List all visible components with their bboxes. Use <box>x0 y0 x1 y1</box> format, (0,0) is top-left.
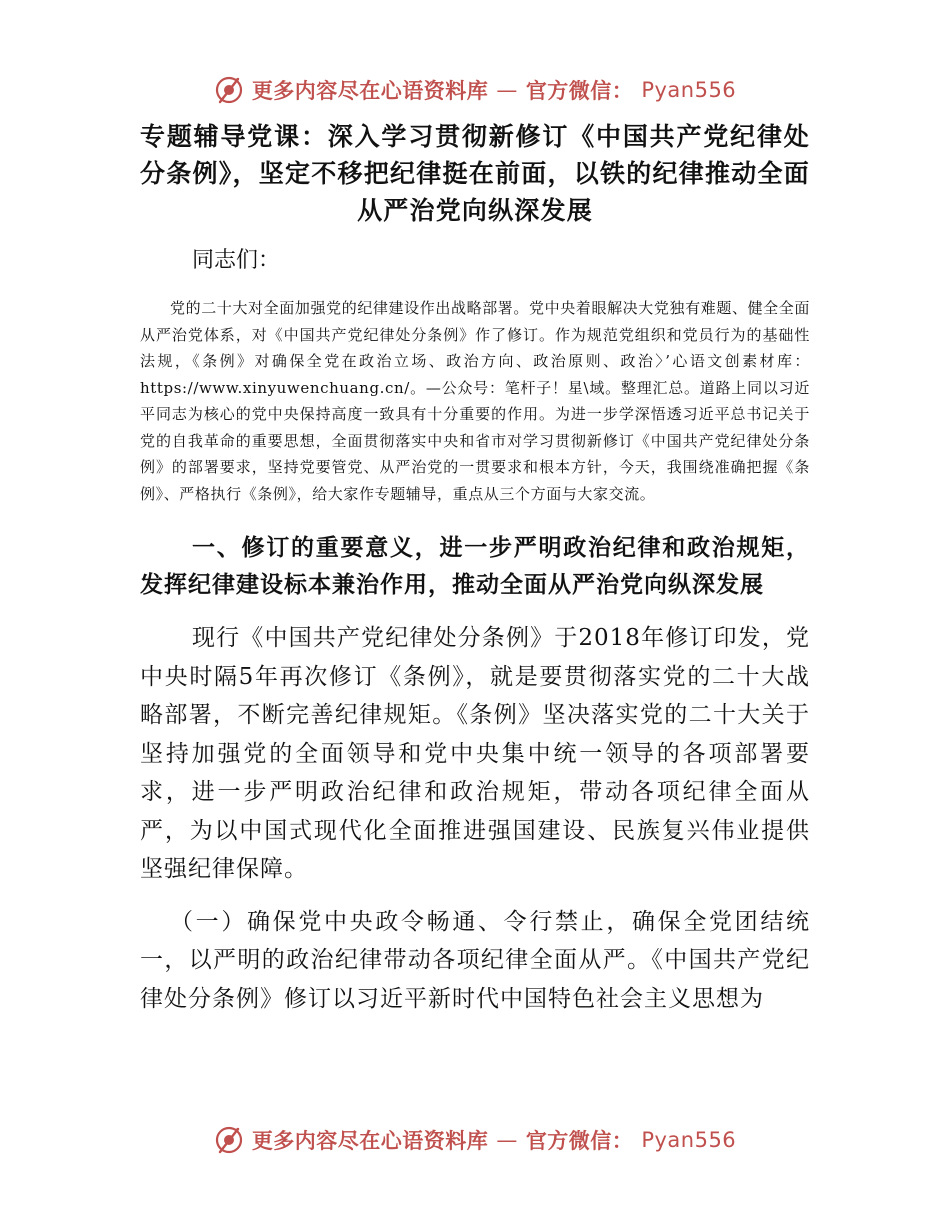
section-heading-1: 一、修订的重要意义，进一步严明政治纪律和政治规矩，发挥纪律建设标本兼治作用，推动全面从严治党向纵深发展 <box>140 534 810 598</box>
watermark-official-label: 官方微信： <box>525 1129 634 1153</box>
watermark-dash: — <box>496 78 518 102</box>
watermark-wechat-id: Pyan556 <box>641 78 737 102</box>
subsection-1-paragraph: （一）确保党中央政令畅通、令行禁止，确保全党团结统一，以严明的政治纪律带动各项纪律全面从严。《中国共产党纪律处分条例》修订以习近平新时代中国特色社会主义思想为 <box>140 908 810 1012</box>
document-title: 专题辅导党课：深入学习贯彻新修订《中国共产党纪律处分条例》，坚定不移把纪律挺在前面，以铁的纪律推动全面从严治党向纵深发展 <box>140 122 810 225</box>
quill-logo-icon <box>214 75 244 105</box>
watermark-dash: — <box>496 1128 518 1152</box>
watermark-wechat-id: Pyan556 <box>641 1128 737 1152</box>
document-body <box>140 118 810 1018</box>
quill-logo-icon <box>214 1125 244 1155</box>
footer-watermark <box>0 1120 950 1160</box>
intro-paragraph: 党的二十大对全面加强党的纪律建设作出战略部署。党中央着眼解决大党独有难题、健全全面从严治党体系，对《中国共产党纪律处分条例》作了修订。作为规范党组织和党员行为的基础性法规，《条例》对确保全党在政治立场、政治方向、政治原则、政治〉’心语文创素材库：https://www.xinyuwenchuang.cn/。—公众号：笔杆子！星\域。整理汇总。道路上同以习近平同志为核心的党中央保持高度一致具有十分重要的作用。为进一步学深悟透习近平总书记关于党的自我革命的重要思想，全面贯彻落实中央和省市对学习贯彻新修订《中国共产党纪律处分条例》的部署要求，坚持党要管党、从严治党的一贯要求和根本方针，今天，我围绕准确把握《条例》、严格执行《条例》，给大家作专题辅导，重点从三个方面与大家交流。 <box>140 299 810 503</box>
header-watermark <box>0 70 950 110</box>
salutation: 同志们： <box>192 248 281 273</box>
watermark-main-text: 更多内容尽在心语资料库 <box>251 1129 489 1153</box>
watermark-official-label: 官方微信： <box>525 79 634 103</box>
watermark-main-text: 更多内容尽在心语资料库 <box>251 79 489 103</box>
section-1-paragraph: 现行《中国共产党纪律处分条例》于2018年修订印发，党中央时隔5年再次修订《条例》，就是要贯彻落实党的二十大战略部署，不断完善纪律规矩。《条例》坚决落实党的二十大关于坚持加强党的全面领导和党中央集中统一领导的各项部署要求，进一步严明政治纪律和政治规矩，带动各项纪律全面从严，为以中国式现代化全面推进强国建设、民族复兴伟业提供坚强纪律保障。 <box>140 625 810 882</box>
